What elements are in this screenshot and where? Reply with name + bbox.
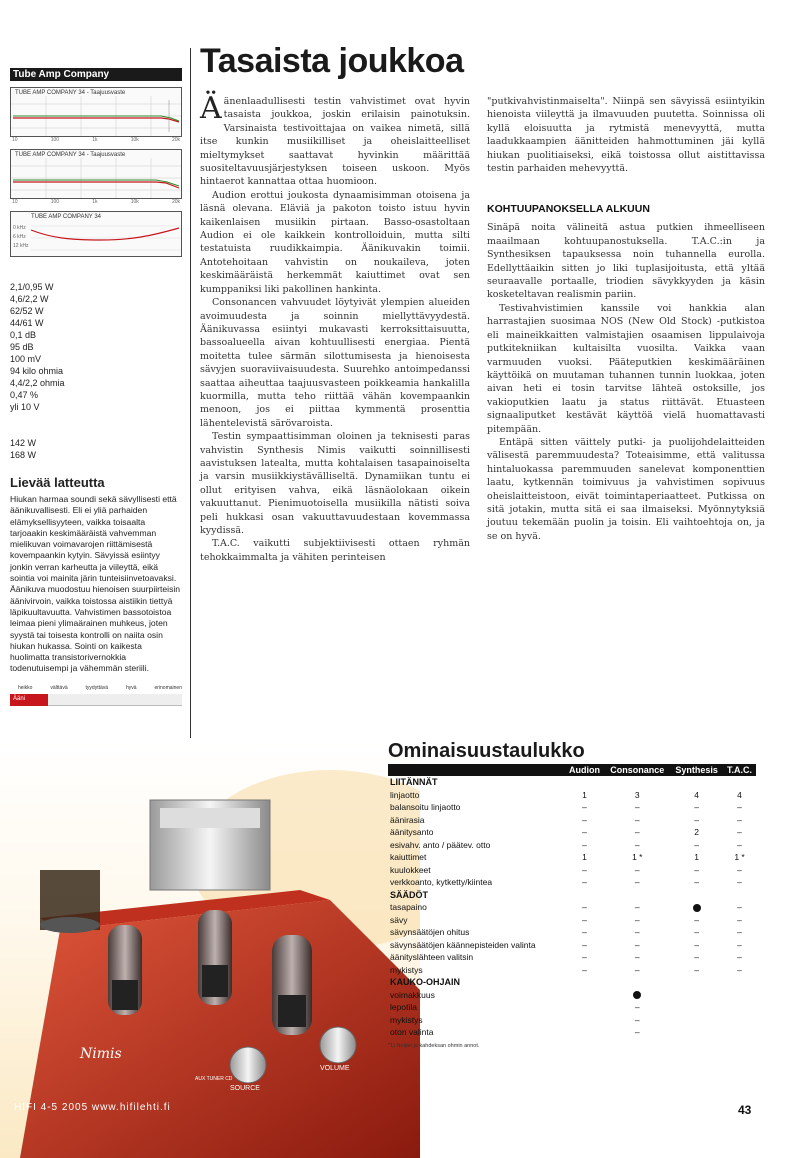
spec-value: 4,4/2,2 ohmia (10, 378, 65, 388)
feature-cell (565, 1026, 605, 1039)
y-tick: 12 kHz (13, 243, 29, 249)
feature-cell: 2 (694, 827, 699, 837)
verdict-title: Lievää latteutta (10, 475, 105, 490)
graph-title: TUBE AMP COMPANY 34 (31, 214, 102, 220)
feature-cell (565, 1001, 605, 1014)
feature-label: verkkoanto, kytketty/kiintea (390, 877, 493, 887)
x-tick: 10k (130, 137, 139, 143)
spec-value: 2,1/0,95 W (10, 282, 54, 292)
feature-cell: – (694, 802, 699, 812)
feature-cell: 1 (582, 852, 587, 862)
table-row (388, 876, 756, 889)
y-tick: 6 kHz (13, 234, 26, 240)
feature-cell: – (737, 914, 742, 925)
feature-cell: – (737, 864, 742, 875)
paragraph: "putkivahvistinmaiselta". Niinpä sen sävyissä esiintyikin hienoista viileyttä ja ilmavuuden puutetta. Soinnissa oli kyllä eloisuutta ja rytmistä menevyyttä, mutta laadukkaampien äänitteiden hahmottuminen jäi kyllä hiukan puolitiaiseksi, eikä toistossa ollut aistittavissa testin parhaiden mehevyyttä. (487, 96, 765, 175)
graph-x-axis (10, 137, 182, 143)
section-label: SÄÄDÖT (390, 889, 428, 900)
spec-value: 0,1 dB (10, 330, 37, 340)
feature-cell: 1 (694, 852, 699, 862)
feature-cell (723, 989, 756, 1002)
table-row (388, 1014, 756, 1027)
paragraph: Äänenlaadullisesti testin vahvistimet ovat hyvin tasaista joukkoa, joskin erilaisin painotuksin. Varsinaista testivoittajaa on vaikea nimetä, sillä itse kunkin musiikilliset ja oheislaitteelliset mieltymykset saattavat hyvinkin määrittää suositeltavuusjärjestyksen toiseen uskoon. Myös hintaerot kannattaa ottaa huomioon. (200, 91, 470, 188)
spec-value: 0,47 % (10, 390, 39, 400)
feature-cell: – (582, 864, 587, 875)
spec-value: 100 mV (10, 354, 42, 364)
spec-value: 62/52 W (10, 306, 44, 316)
brand-bar: Tube Amp Company (10, 68, 182, 81)
spec-value: 95 dB (10, 342, 34, 352)
x-tick: 10 (12, 137, 18, 143)
feature-cell: – (694, 939, 699, 950)
table-row (388, 1026, 756, 1039)
table-row (388, 989, 756, 1002)
table-section-row (388, 976, 756, 989)
table-section-row (388, 889, 756, 902)
table-row (388, 1001, 756, 1014)
rating-label: välttävä (50, 684, 68, 691)
spec-value: yli 10 V (10, 402, 40, 412)
x-tick: 1k (92, 137, 98, 143)
rating-label: tyydyttävä (85, 684, 109, 691)
feature-cell: – (634, 952, 640, 962)
feature-table (388, 740, 756, 1049)
spec-value: 142 W (10, 438, 37, 448)
feature-cell: – (737, 814, 742, 825)
feature-cell: – (737, 902, 742, 912)
feature-cell: – (634, 839, 640, 850)
rating-bar (10, 694, 182, 706)
section-label: LIITÄNNÄT (390, 777, 438, 787)
table-row (388, 789, 756, 802)
feature-label: tasapaino (390, 902, 427, 912)
table-row (388, 801, 756, 814)
feature-cell: – (737, 877, 742, 887)
feature-cell: – (737, 952, 742, 962)
paragraph: Sinäpä noita välineitä astua putkien ihmeelliseen maailmaan kohtuupanostuksella. T.A.C.:in ja Synthesiksen tapauksessa noin tuhannella eurolla. Edellyttäaikin sitten jo liki tuplasijoitusta, että yltää seuraavalle portaalle, triodien sävykkyyden ja käsin kosketeltavan realismin pariin. (487, 222, 765, 301)
feature-cell: – (634, 939, 640, 950)
feature-cell: – (737, 827, 742, 837)
table-row (388, 964, 756, 977)
article-headline: Tasaista joukkoa (200, 42, 464, 80)
feature-rows (388, 776, 756, 1039)
paragraph: Audion erottui joukosta dynaamisimman otoisena ja läsnä olevana. Eläviä ja pakoton toisto istuu hyvin kaikenlaisen musiikin pirtaan. Basso-osastoltaan Audion ei ole kaikkein kontrolloiduin, mutta silti testatuista ruudikkaimpia. Äänikuvakin toimii. Antotehoitaan vahvistin on noukaileva, joten keskimääräistä herkemmät kaiuttimet ovat sen kumppaniksi liki pakollinen hankinta. (200, 189, 470, 295)
x-tick: 10k (130, 199, 139, 205)
x-tick: 100 (50, 199, 60, 205)
rating-label: hyvä (125, 684, 137, 691)
feature-cell: 1 (582, 789, 587, 800)
header-synthesis: Synthesis (670, 764, 723, 776)
feature-label: oton valinta (390, 1027, 434, 1037)
rating-label: heikko (18, 684, 33, 691)
feature-cell: – (582, 877, 587, 887)
feature-cell: – (737, 927, 742, 937)
page-number: 43 (738, 1103, 752, 1117)
input-labels: AUX TUNER CD (195, 1076, 233, 1082)
feature-cell: – (634, 927, 640, 937)
y-tick: 0 kHz (13, 225, 26, 231)
feature-label: mykistys (390, 964, 423, 975)
frequency-graph-1 (10, 87, 182, 137)
paragraph: T.A.C. vaikutti subjektiivisesti ottaen ryhmän tehokkaimmalta ja vähiten perinteisen (200, 538, 470, 563)
impedance-graph (10, 211, 182, 257)
table-row (388, 939, 756, 952)
rating-row-label: Ääni (10, 694, 48, 706)
paragraph: Testin sympaattisimman oloinen ja teknisesti paras vahvistin Synthesis Nimis vaikutti soinnillisesti aavistuksen latealta, mutta kohtalaisen tasapainoiselta ja varsin musiikkiystävälliseltä. Dynamiikan tuntu ei ollut erityisen vahva, eikä läsnäolokaan oikein vakuuttanut. Pienimuotoisella musiikilla nätisti soiva peli hukkasi osan vakuuttavuudestaan kovemmassa kyydissä. (200, 431, 470, 536)
frequency-graph-2 (10, 149, 182, 199)
table-row (388, 864, 756, 877)
feature-cell: – (737, 939, 742, 950)
feature-label: äänirasia (390, 814, 425, 825)
page-footer: HIFI 4-5 2005 www.hifilehti.fi (14, 1102, 171, 1113)
header-consonance: Consonance (604, 764, 670, 776)
spec-value: 168 W (10, 450, 37, 460)
feature-label: balansoitu linjaotto (390, 802, 461, 812)
spec-value: 94 kilo ohmia (10, 366, 64, 376)
x-tick: 20k (171, 137, 180, 143)
table-row (388, 926, 756, 939)
header-tac: T.A.C. (723, 764, 756, 776)
feature-cell: – (582, 927, 587, 937)
feature-cell: – (737, 964, 742, 975)
feature-cell (723, 1001, 756, 1014)
feature-cell (565, 1014, 605, 1027)
graph-title: TUBE AMP COMPANY 34 - Taajuusvaste (15, 90, 126, 96)
feature-cell: – (694, 814, 699, 825)
feature-cell: – (634, 827, 640, 837)
feature-cell (670, 901, 723, 914)
feature-cell: 4 (694, 789, 699, 800)
feature-label: sävynsäätöjen käännepisteiden valinta (390, 939, 536, 950)
feature-cell: – (634, 1014, 640, 1025)
feature-cell: – (634, 877, 640, 887)
spec-sidebar (10, 68, 182, 706)
feature-label: linjaotto (390, 789, 420, 800)
table-section-row (388, 776, 756, 789)
feature-cell: 1 * (734, 852, 745, 862)
drop-cap: Ä (200, 91, 222, 126)
feature-label: mykistys (390, 1014, 423, 1025)
feature-cell: – (634, 964, 640, 975)
feature-cell: – (634, 814, 640, 825)
feature-label: lepotila (390, 1002, 417, 1012)
feature-cell (604, 989, 670, 1002)
graph-x-axis (10, 199, 182, 205)
feature-cell: – (694, 877, 699, 887)
feature-label: sävy (390, 914, 408, 925)
table-row (388, 901, 756, 914)
feature-cell: – (582, 952, 587, 962)
feature-label: äänitysanto (390, 827, 434, 837)
section-subhead: KOHTUUPANOKSELLA ALKUUN (487, 203, 650, 216)
paragraph: Entäpä sitten väittely putki- ja puolijohdelaitteiden välisestä paremmuudesta? Toteaisimme, että valitussa hintaluokassa paremmuuden sanelevat komponenttien laatu, kytkennän toimivuus ja vahvistimen sopivuus oheislaitteistoon, eivät toimintaperiaatteet. Putkissa on sitä jotakin, mutta sitä ei saa ilmaiseksi. Myönnytyksiä joutuu tekemään puolin ja toisin. Eli vaihtoehtoja on, ja se on hyvä. (487, 436, 765, 542)
spec-value: 4,6/2,2 W (10, 294, 49, 304)
header-audion: Audion (565, 764, 605, 776)
feature-cell: – (634, 1027, 640, 1037)
feature-cell: – (634, 864, 640, 875)
feature-label: kuulokkeet (390, 864, 431, 875)
feature-cell: – (694, 839, 699, 850)
table-row (388, 851, 756, 864)
product-photo (0, 740, 420, 1158)
verdict-body: Hiukan harmaa soundi sekä sävyllisesti että äänikuvallisesti. Eli ei yliä parhaiden elämyksellisyyteen, vaikka toisaalta tarjoaakin keskimääräistä vahvemman mielikuvan voimavarojen riittämisestä kovempaankin kytyin. Sävyissä esiintyy jonkin verran karheutta ja viileyttä, eikä sointia voi mainita järin tunteisiinvetoavaksi. Äänikuva muodostuu hienoisen suurpiirteisin äänivirvoin, vaikka toistossa aistiikin tiettyä läpikuultavuutta. Vahvistimen bassotoistoa leimaa pieni ylimaärainen muhkeus, joten syystä tai toisesta kontrolli on naiita osin hiukan hukassa. Sointi on kaikesta huolimatta transistorivernokkia todenutuisempi ja vähemmän steriili. (10, 494, 181, 674)
rating-scale (10, 685, 182, 691)
feature-cell: – (737, 802, 742, 812)
feature-cell (670, 1014, 723, 1027)
spec-values (10, 281, 182, 461)
feature-cell: – (634, 902, 640, 912)
column-divider (190, 48, 191, 738)
table-row (388, 814, 756, 827)
spec-value: 44/61 W (10, 318, 44, 328)
feature-cell: – (582, 939, 587, 950)
filled-dot-icon (633, 991, 641, 999)
x-tick: 10 (12, 199, 18, 205)
feature-cell: – (582, 964, 587, 975)
feature-cell: – (694, 914, 699, 925)
feature-cell: – (694, 964, 699, 975)
feature-cell: 1 * (632, 852, 643, 862)
volume-label: VOLUME (320, 1065, 350, 1072)
feature-cell: 4 (737, 789, 742, 800)
graph-title: TUBE AMP COMPANY 34 - Taajuusvaste (15, 152, 126, 158)
feature-cell: – (634, 802, 640, 812)
feature-cell: – (582, 914, 587, 925)
header-blank (388, 764, 565, 776)
feature-cell: – (694, 927, 699, 937)
section-label: KAUKO-OHJAIN (390, 977, 461, 987)
filled-dot-icon (693, 904, 701, 912)
feature-cell (670, 1001, 723, 1014)
feature-cell (565, 989, 605, 1002)
article-column-1 (200, 91, 470, 564)
paragraph: Consonancen vahvuudet löytyivät ylempien alueiden avoimuudesta ja soinnin miellyttävyydestä. Äänikuvassa esiintyi mukavasti kerroksittaisuutta, bassoalueella aivan kohtuullisesti energiaa. Pientä moitetta tulee särmän silottumisesta ja hienoisesta sävyjen suoraviivaisuudesta. Suurehko antoimpedanssi saattaa aiheuttaa taajuusvasteen poikkeamia hankalilla kuormilla, mutta teho riittää vähän kovempaankin menoon, jos ei piittaa kymmentä prosenttia lähentelevistä särövaroista. (200, 297, 470, 429)
feature-cell (723, 1014, 756, 1027)
feature-cell (670, 1026, 723, 1039)
feature-cell: – (582, 802, 587, 812)
feature-cell: – (634, 1002, 640, 1012)
x-tick: 20k (171, 199, 180, 205)
feature-cell (723, 1026, 756, 1039)
feature-label: sävynsäätöjen ohitus (390, 927, 470, 937)
feature-cell: – (582, 839, 587, 850)
feature-label: kaiuttimet (390, 852, 427, 862)
feature-table-title: Ominaisuustaulukko (388, 740, 585, 762)
feature-cell: – (694, 952, 699, 962)
feature-cell: – (582, 827, 587, 837)
nimis-logo: Nimis (80, 1046, 122, 1062)
feature-label: voimakkuus (390, 989, 435, 1000)
table-row (388, 839, 756, 852)
feature-cell: – (634, 914, 640, 925)
feature-cell: – (694, 864, 699, 875)
rating-label: erinomainen (154, 684, 182, 691)
paragraph: Testivahvistimien kanssile voi hankkia alan harrastajien suosimaa NOS (New Old Stock) -putkistoa eli maineikkaitten valmistajien osaamisen lippulaivoja putkitekniikan kultaisilta vuosilta. Vaikka vaan varmuuden vuoksi. Pääteputkien keskimääräinen käyttöikä on muutaman tuhannen tunnin luokkaa, joten aivan heti ei tosin tarvitse lähteä ostoksille, jos vakioputkien laatu ja status riittävät. Etuasteen signaaliputket kestävät käyttöä vielä huomattavasti pitempään. (487, 302, 765, 435)
feature-cell: 3 (634, 789, 640, 800)
x-tick: 1k (92, 199, 98, 205)
article-column-2 (487, 95, 765, 543)
table-row (388, 951, 756, 964)
features-grid (388, 764, 756, 1039)
sound-rating (10, 685, 182, 706)
source-label: SOURCE (230, 1085, 260, 1092)
feature-cell (670, 989, 723, 1002)
feature-cell: – (582, 902, 587, 912)
feature-cell: – (582, 814, 587, 825)
feature-label: äänityslähteen valitsin (390, 952, 474, 962)
x-tick: 100 (50, 137, 60, 143)
feature-cell: – (737, 839, 742, 850)
table-row (388, 914, 756, 927)
amplifier-illustration (0, 740, 420, 1158)
feature-label: esivahv. anto / päätev. otto (390, 839, 491, 850)
table-row (388, 826, 756, 839)
table-footnote: *1) Neljän ja kahdeksan ohmin annot. (388, 1042, 480, 1049)
